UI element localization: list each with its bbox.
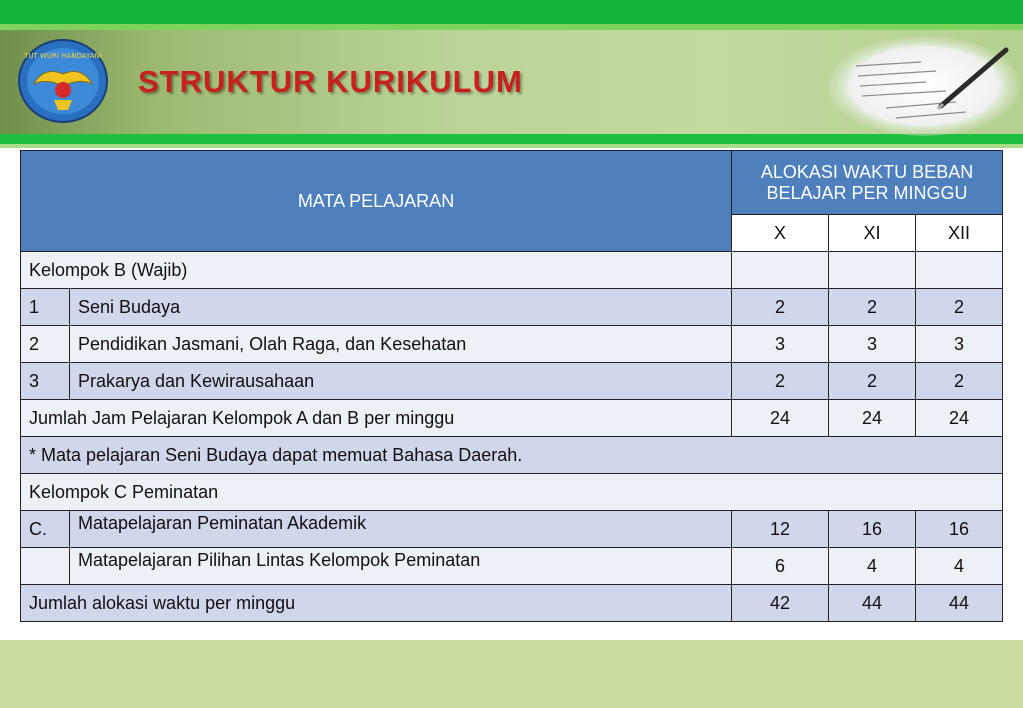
header-grade-xi: XI [829,215,916,252]
row-number: 1 [21,289,70,326]
table-row [21,326,1003,363]
value-x: 2 [732,363,829,400]
value-xii: 4 [916,548,1003,585]
value-xi: 16 [829,511,916,548]
header-grade-xii: XII [916,215,1003,252]
row-number [21,548,70,585]
total-all-label: Jumlah alokasi waktu per minggu [21,585,732,622]
total-all-row [21,585,1003,622]
total-ab-xi: 24 [829,400,916,437]
group-c-row [21,474,1003,511]
total-ab-label: Jumlah Jam Pelajaran Kelompok A dan B per minggu [21,400,732,437]
total-all-x: 42 [732,585,829,622]
top-green-band [0,0,1023,24]
subject-name: Matapelajaran Pilihan Lintas Kelompok Peminatan [70,548,732,585]
group-b-row [21,252,1003,289]
document-signing-photo [826,36,1022,136]
value-xi: 3 [829,326,916,363]
total-all-xii: 44 [916,585,1003,622]
subject-name: Matapelajaran Peminatan Akademik [70,511,732,548]
tut-wuri-handayani-logo [14,38,112,124]
total-all-xi: 44 [829,585,916,622]
total-ab-xii: 24 [916,400,1003,437]
logo-text: TUT WURI HANDAYANI [24,52,102,60]
value-xii: 3 [916,326,1003,363]
subject-name: Pendidikan Jasmani, Olah Raga, dan Kesehatan [70,326,732,363]
slide-title: STRUKTUR KURIKULUM [138,64,523,99]
total-ab-row [21,400,1003,437]
table-row [21,363,1003,400]
value-xi: 2 [829,363,916,400]
header-grade-x: X [732,215,829,252]
table-row [21,511,1003,548]
value-xii: 2 [916,363,1003,400]
value-x: 2 [732,289,829,326]
subject-name: Seni Budaya [70,289,732,326]
group-b-label: Kelompok B (Wajib) [21,252,732,289]
table-row [21,548,1003,585]
curriculum-table [20,150,1003,622]
header-bottom-light-band [0,144,1023,148]
row-number: 3 [21,363,70,400]
seni-budaya-note: * Mata pelajaran Seni Budaya dapat memuat Bahasa Daerah. [21,437,1003,474]
subject-name: Prakarya dan Kewirausahaan [70,363,732,400]
value-x: 12 [732,511,829,548]
value-x: 3 [732,326,829,363]
value-xii: 16 [916,511,1003,548]
total-ab-x: 24 [732,400,829,437]
header-subject: MATA PELAJARAN [21,151,732,252]
footer-band [0,640,1023,708]
value-xi: 2 [829,289,916,326]
value-xii: 2 [916,289,1003,326]
table-row [21,289,1003,326]
header-allocation: ALOKASI WAKTU BEBAN BELAJAR PER MINGGU [732,151,1003,215]
value-xi: 4 [829,548,916,585]
note-row [21,437,1003,474]
value-x: 6 [732,548,829,585]
group-c-label: Kelompok C Peminatan [21,474,1003,511]
row-number: C. [21,511,70,548]
row-number: 2 [21,326,70,363]
